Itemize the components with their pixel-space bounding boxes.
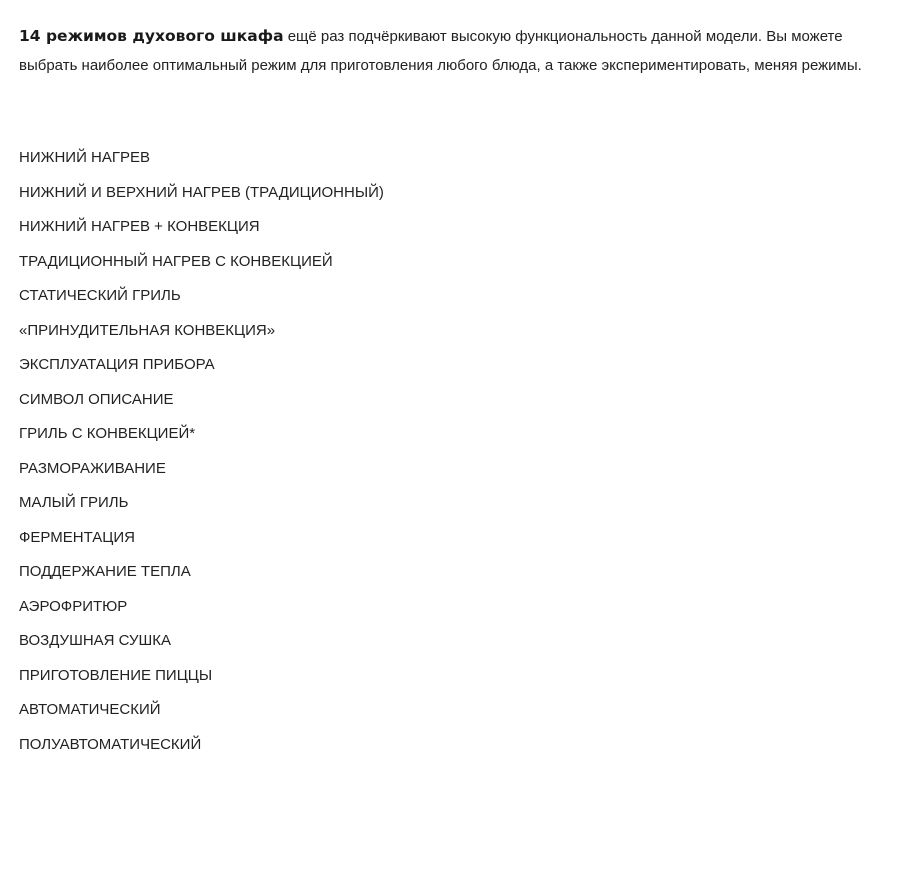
list-item: СИМВОЛ ОПИСАНИЕ xyxy=(19,390,174,408)
list-item: СТАТИЧЕСКИЙ ГРИЛЬ xyxy=(19,287,181,304)
oven-modes-list xyxy=(19,141,384,762)
list-item: ВОЗДУШНАЯ СУШКА xyxy=(19,632,172,649)
list-item: «ПРИНУДИТЕЛЬНАЯ КОНВЕКЦИЯ» xyxy=(19,321,276,339)
intro-paragraph xyxy=(19,22,894,80)
list-item: НИЖНИЙ НАГРЕВ xyxy=(19,149,151,166)
list-item: МАЛЫЙ ГРИЛЬ xyxy=(19,494,129,511)
intro-lead: 14 режимов духового шкафа xyxy=(19,27,284,45)
list-item: НИЖНИЙ НАГРЕВ + КОНВЕКЦИЯ xyxy=(19,218,260,235)
list-item: ГРИЛЬ С КОНВЕКЦИЕЙ* xyxy=(19,425,196,442)
list-item: ТРАДИЦИОННЫЙ НАГРЕВ С КОНВЕКЦИЕЙ xyxy=(19,252,333,270)
list-item: ЭКСПЛУАТАЦИЯ ПРИБОРА xyxy=(19,356,215,373)
list-item: ФЕРМЕНТАЦИЯ xyxy=(19,528,135,546)
list-item: ПРИГОТОВЛЕНИЕ ПИЦЦЫ xyxy=(19,666,213,684)
list-item: НИЖНИЙ И ВЕРХНИЙ НАГРЕВ (ТРАДИЦИОННЫЙ) xyxy=(19,183,384,201)
intro-body: ещё раз подчёркивают высокую функциональность данной модели. Вы можете выбрать наиболее оптимальный режим для приготовления любого блюда, а также экспериментировать, меняя режимы. xyxy=(19,28,862,74)
list-item: ПОДДЕРЖАНИЕ ТЕПЛА xyxy=(19,563,191,580)
list-item: АЭРОФРИТЮР xyxy=(19,597,128,615)
list-item: ПОЛУАВТОМАТИЧЕСКИЙ xyxy=(19,735,202,753)
list-item: РАЗМОРАЖИВАНИЕ xyxy=(19,459,166,477)
list-item: АВТОМАТИЧЕСКИЙ xyxy=(19,701,161,718)
